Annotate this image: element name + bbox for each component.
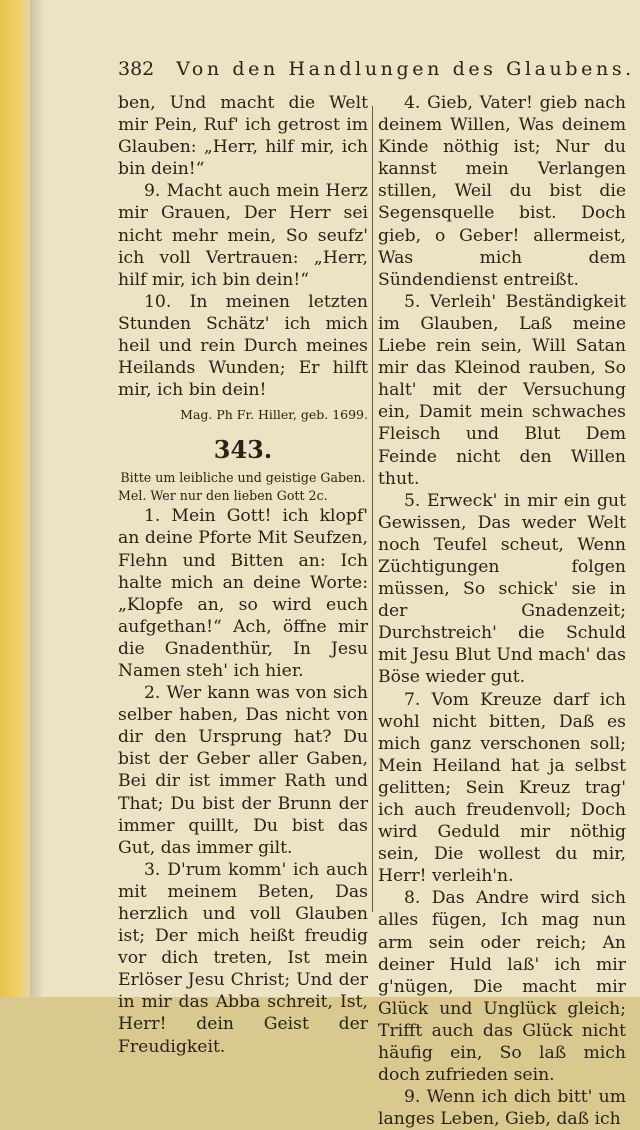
verse-9: 9. Macht auch mein Herz mir Grauen, Der Herr sei nicht mehr mein, So seufz' ich voll Vertrauen: „Herr, hilf mir, ich bin dein!“ [118,181,368,290]
gutter-shadow [30,0,44,997]
verse-8: 8. Das Andre wird sich alles fügen, Ich mag nun arm sein oder reich; An deiner Huld laß' ich mir g'nügen, Die macht mir Glück und Unglück gleich; Trifft auch das Glück nicht häufig ein, So laß mich doch zufrieden sein. [378,888,626,1086]
verse-5: 5. Verleih' Beständigkeit im Glauben, Laß meine Liebe rein sein, Will Satan mir das Kleinod rauben, So halt' mit der Versuchung ein, Damit mein schwaches Fleisch und Blut Dem Feinde nicht den Willen thut. [378,291,626,489]
verse-7: 7. Vom Kreuze darf ich wohl nicht bitten, Daß es mich ganz verschonen soll; Mein Heiland hat ja selbst gelitten; Sein Kreuz trag' ich auch freudenvoll; Doch wird Geduld mir nöthig sein, Die wollest du mir, Herr! verleih'n. [378,689,626,887]
hymn-attribution: Mag. Ph Fr. Hiller, geb. 1699. [180,407,368,423]
melody-note: Mel. Wer nur den lieben Gott 2c. [118,488,328,504]
verse-1: 1. Mein Gott! ich klopf' an deine Pforte Mit Seufzen, Flehn und Bitten an: Ich halte mich an deine Worte: „Klopfe an, so wird euch aufgethan!“ Ach, öffne mir die Gnadenthür, In Jesu Namen steh' ich hier. [118,506,368,681]
verse-continuation: ben, Und macht die Welt mir Pein, Ruf' ich getrost im Glauben: „Herr, hilf mir, ich bin dein!“ [118,93,368,180]
verse-9-right: 9. Wenn ich dich bitt' um langes Leben, Gieb, daß ich [378,1087,626,1130]
hymn-caption: Bitte um leibliche und geistige Gaben. [120,470,366,486]
verse-6: 5. Erweck' in mir ein gut Gewissen, Das weder Welt noch Teufel scheut, Wenn Züchtigungen folgen müssen, So schick' sie in der Gnadenzeit; Durchstreich' die Schuld mit Jesu Blut Und mach' das Böse wieder gut. [378,490,626,688]
verse-4: 4. Gieb, Vater! gieb nach deinem Willen, Was deinem Kinde nöthig ist; Nur du kannst mein Verlangen stillen, Weil du bist die Segensquelle bist. Doch gieb, o Geber! allermeist, Was mich dem Sündendienst entreißt. [378,93,626,290]
page-edge-strip [0,0,30,997]
column-divider [372,106,373,912]
hymn-number: 343. [213,435,273,465]
running-title: Von den Handlungen des Glaubens. [176,58,635,80]
left-column [118,92,368,1058]
right-column [378,92,626,1130]
verse-3: 3. D'rum komm' ich auch mit meinem Beten, Das herzlich und voll Glauben ist; Der mich heißt freudig vor dich treten, Ist mein Erlöser Jesu Christ; Und der in mir das Abba schreit, Ist, Herr! dein Geist der Freudigkeit. [118,859,368,1057]
verse-10: 10. In meinen letzten Stunden Schätz' ich mich heil und rein Durch meines Heilands Wunden; Er hilft mir, ich bin dein! [118,291,368,401]
running-header [118,58,635,80]
verse-2: 2. Wer kann was von sich selber haben, Das nicht von dir den Ursprung hat? Du bist der Geber aller Gaben, Bei dir ist immer Rath und That; Du bist der Brunn der immer quillt, Du bist das Gut, das immer gilt. [118,683,368,858]
page-number: 382 [118,58,155,80]
